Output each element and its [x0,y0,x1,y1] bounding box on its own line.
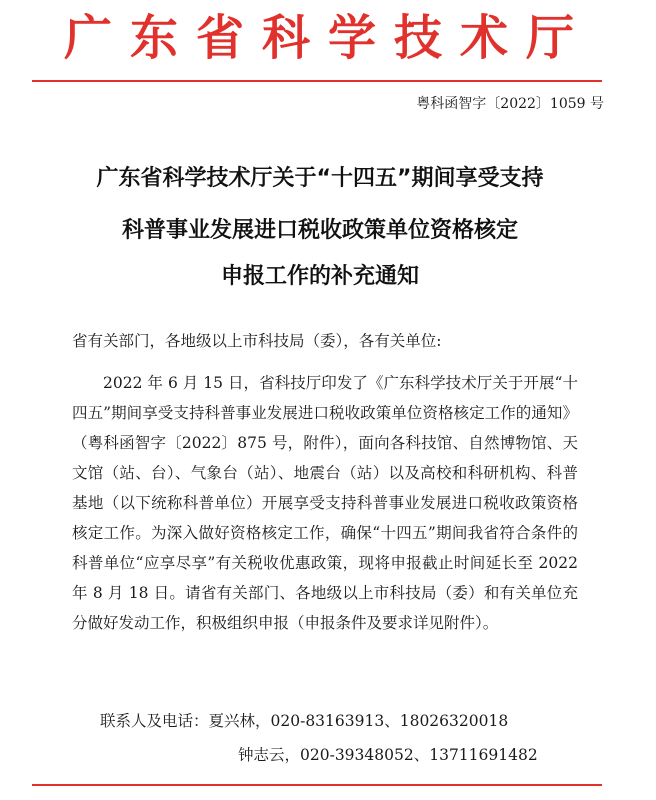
body-paragraph: 2022 年 6 月 15 日，省科技厅印发了《广东科学技术厅关于开展“十四五”期间享受支持科普事业发展进口税收政策单位资格核定工作的通知》（粤科函智字〔2022〕875 号，附件），面向各科技馆、自然博物馆、天文馆（站、台）、气象台（站）、地震台（站）以及高校和科研机构、科普基地（以下统称科普单位）开展享受支持科普事业发展进口税收政策资格核定工作。为深入做好资格核定工作，确保“十四五”期间我省符合条件的科普单位“应享尽享”有关税收优惠政策，现将申报截止时间延长至 2022 年 8 月 18 日。请省有关部门、各地级以上市科技局（委）和有关单位充分做好发动工作，积极组织申报（申报条件及要求详见附件）。 [72,374,578,632]
salutation: 省有关部门，各地级以上市科技局（委），各有关单位: [72,332,442,350]
contact-line-1: 联系人及电话：夏兴林，020-83163913、18026320018 [100,712,509,730]
header-red-rule [32,80,602,82]
document-number: 粤科函智字〔2022〕1059 号 [416,96,604,112]
footer-red-rule [32,784,602,786]
title-line-3: 申报工作的补充通知 [220,264,419,289]
contact-line-2: 钟志云，020-39348052、13711691482 [238,746,538,764]
title-line-1: 广东省科学技术厅关于“十四五”期间享受支持 [96,166,544,191]
title-line-2: 科普事业发展进口税收政策单位资格核定 [121,218,518,243]
org-masthead: 广东省科学技术厅 [63,10,592,66]
